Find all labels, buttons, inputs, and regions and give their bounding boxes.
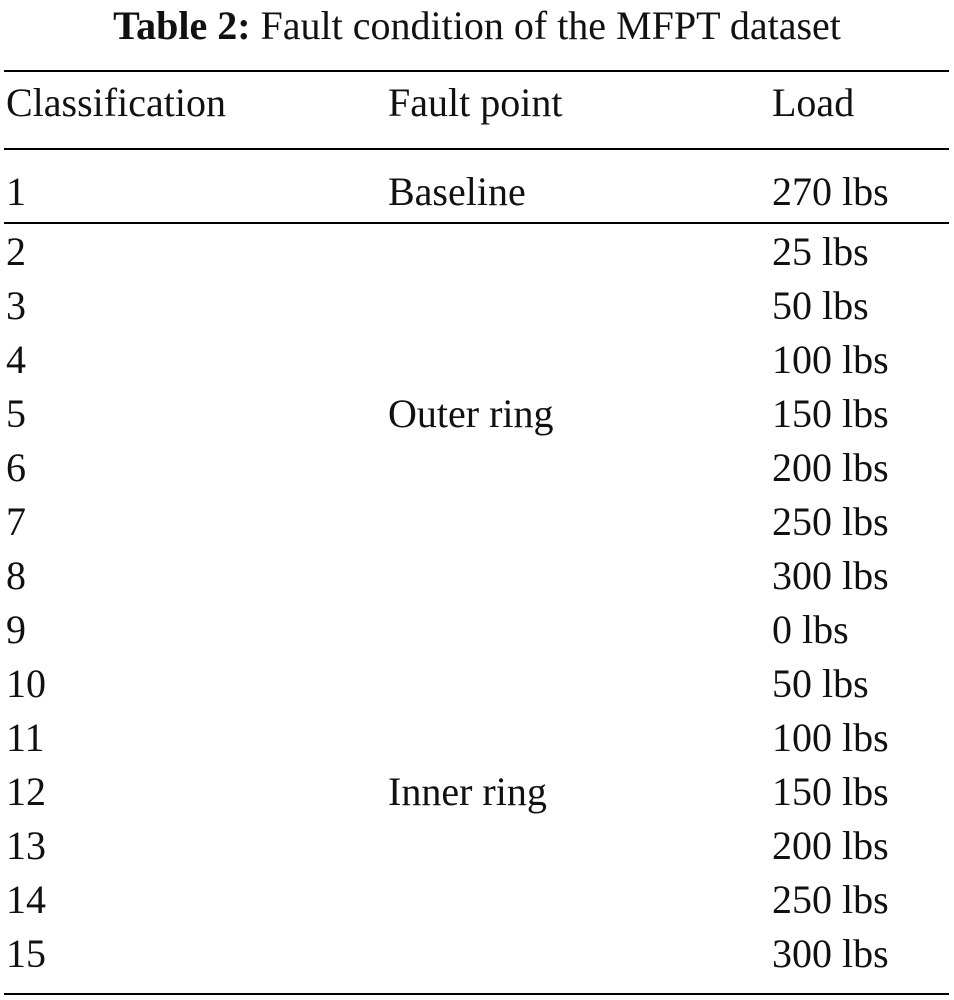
table-cell-classification: 11 bbox=[6, 715, 45, 760]
table-cell-classification: 6 bbox=[6, 445, 26, 490]
table-cell-load: 0 lbs bbox=[772, 607, 849, 652]
bottom-rule bbox=[4, 993, 949, 995]
table-cell-load: 200 lbs bbox=[772, 823, 889, 868]
table-cell-classification: 13 bbox=[6, 823, 46, 868]
table-cell-fault-point: Outer ring bbox=[388, 391, 554, 436]
table-cell-fault-point: Baseline bbox=[388, 169, 526, 214]
table-cell-load: 250 lbs bbox=[772, 877, 889, 922]
table-cell-load: 150 lbs bbox=[772, 391, 889, 436]
table-cell-load: 50 lbs bbox=[772, 283, 869, 328]
table-cell-load: 250 lbs bbox=[772, 499, 889, 544]
table-cell-load: 50 lbs bbox=[772, 661, 869, 706]
header-classification: Classification bbox=[6, 80, 226, 125]
header-fault-point: Fault point bbox=[388, 80, 563, 125]
table-cell-load: 300 lbs bbox=[772, 931, 889, 976]
table-cell-classification: 15 bbox=[6, 931, 46, 976]
caption-label: Table 2: bbox=[113, 3, 251, 48]
table-cell-classification: 9 bbox=[6, 607, 26, 652]
table-cell-fault-point: Inner ring bbox=[388, 769, 547, 814]
table-cell-classification: 5 bbox=[6, 391, 26, 436]
table-cell-classification: 7 bbox=[6, 499, 26, 544]
header-load: Load bbox=[772, 80, 855, 125]
table-cell-classification: 10 bbox=[6, 661, 46, 706]
table-cell-load: 100 lbs bbox=[772, 715, 889, 760]
table-caption bbox=[0, 2, 954, 50]
header-rule bbox=[4, 148, 949, 150]
table-cell-classification: 4 bbox=[6, 337, 26, 382]
table-cell-load: 300 lbs bbox=[772, 553, 889, 598]
table-cell-load: 100 lbs bbox=[772, 337, 889, 382]
table-cell-classification: 14 bbox=[6, 877, 46, 922]
top-rule bbox=[4, 70, 949, 72]
table-cell-load: 270 lbs bbox=[772, 169, 889, 214]
table-cell-load: 200 lbs bbox=[772, 445, 889, 490]
table-cell-load: 25 lbs bbox=[772, 229, 869, 274]
table-cell-classification: 1 bbox=[6, 169, 26, 214]
table-cell-load: 150 lbs bbox=[772, 769, 889, 814]
table-cell-classification: 12 bbox=[6, 769, 46, 814]
table-cell-classification: 2 bbox=[6, 229, 26, 274]
caption-text: Fault condition of the MFPT dataset bbox=[260, 3, 841, 48]
table-cell-classification: 8 bbox=[6, 553, 26, 598]
table-cell-classification: 3 bbox=[6, 283, 26, 328]
group-rule bbox=[4, 222, 949, 224]
